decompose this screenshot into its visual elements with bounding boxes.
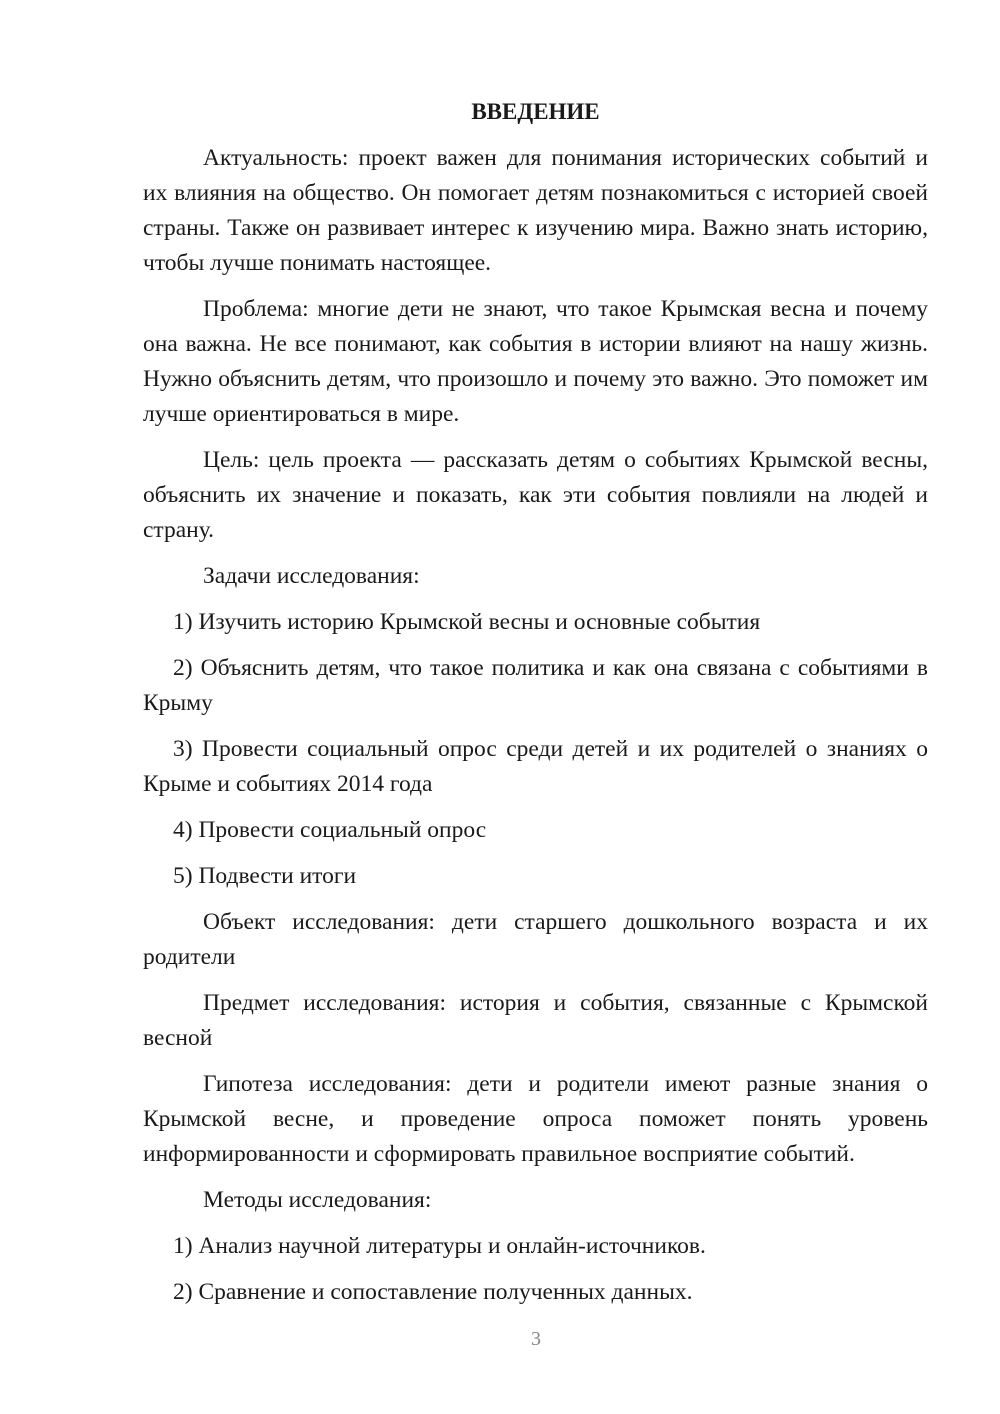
hypothesis-paragraph: Гипотеза исследования: дети и родители имеют разные знания о Крымской весне, и проведение опроса поможет понять уровень информированности и сформировать правильное восприятие событий. [143, 1071, 928, 1167]
page-number: 3 [531, 1328, 541, 1350]
task-item-3: 3) Провести социальный опрос среди детей и их родителей о знаниях о Крыме и событиях 2014 года [143, 736, 928, 797]
problem-paragraph: Проблема: многие дети не знают, что такое Крымская весна и почему она важна. Не все понимают, как события в истории влияют на нашу жизнь. Нужно объяснить детям, что произошло и почему это важно. Это поможет им лучше ориентироваться в мире. [143, 296, 928, 427]
tasks-heading: Задачи исследования: [203, 563, 420, 589]
task-item-2: 2) Объяснить детям, что такое политика и как она связана с событиями в Крыму [143, 655, 928, 716]
subject-paragraph: Предмет исследования: история и события, связанные с Крымской весной [143, 990, 928, 1051]
relevance-paragraph: Актуальность: проект важен для понимания исторических событий и их влияния на общество. Он помогает детям познакомиться с историей своей страны. Также он развивает интерес к изучению мира. Важно знать историю, чтобы лучше понимать настоящее. [143, 145, 928, 276]
task-item-5: 5) Подвести итоги [173, 863, 357, 889]
method-item-1: 1) Анализ научной литературы и онлайн-источников. [173, 1233, 706, 1259]
section-title: ВВЕДЕНИЕ [471, 99, 600, 124]
object-paragraph: Объект исследования: дети старшего дошкольного возраста и их родители [143, 909, 928, 970]
method-item-2: 2) Сравнение и сопоставление полученных данных. [173, 1279, 693, 1305]
methods-heading: Методы исследования: [203, 1187, 432, 1213]
page-content [143, 96, 928, 1321]
task-item-4: 4) Провести социальный опрос [173, 817, 487, 843]
task-item-1: 1) Изучить историю Крымской весны и основные события [173, 609, 761, 635]
goal-paragraph: Цель: цель проекта — рассказать детям о событиях Крымской весны, объяснить их значение и показать, как эти события повлияли на людей и страну. [143, 447, 928, 543]
